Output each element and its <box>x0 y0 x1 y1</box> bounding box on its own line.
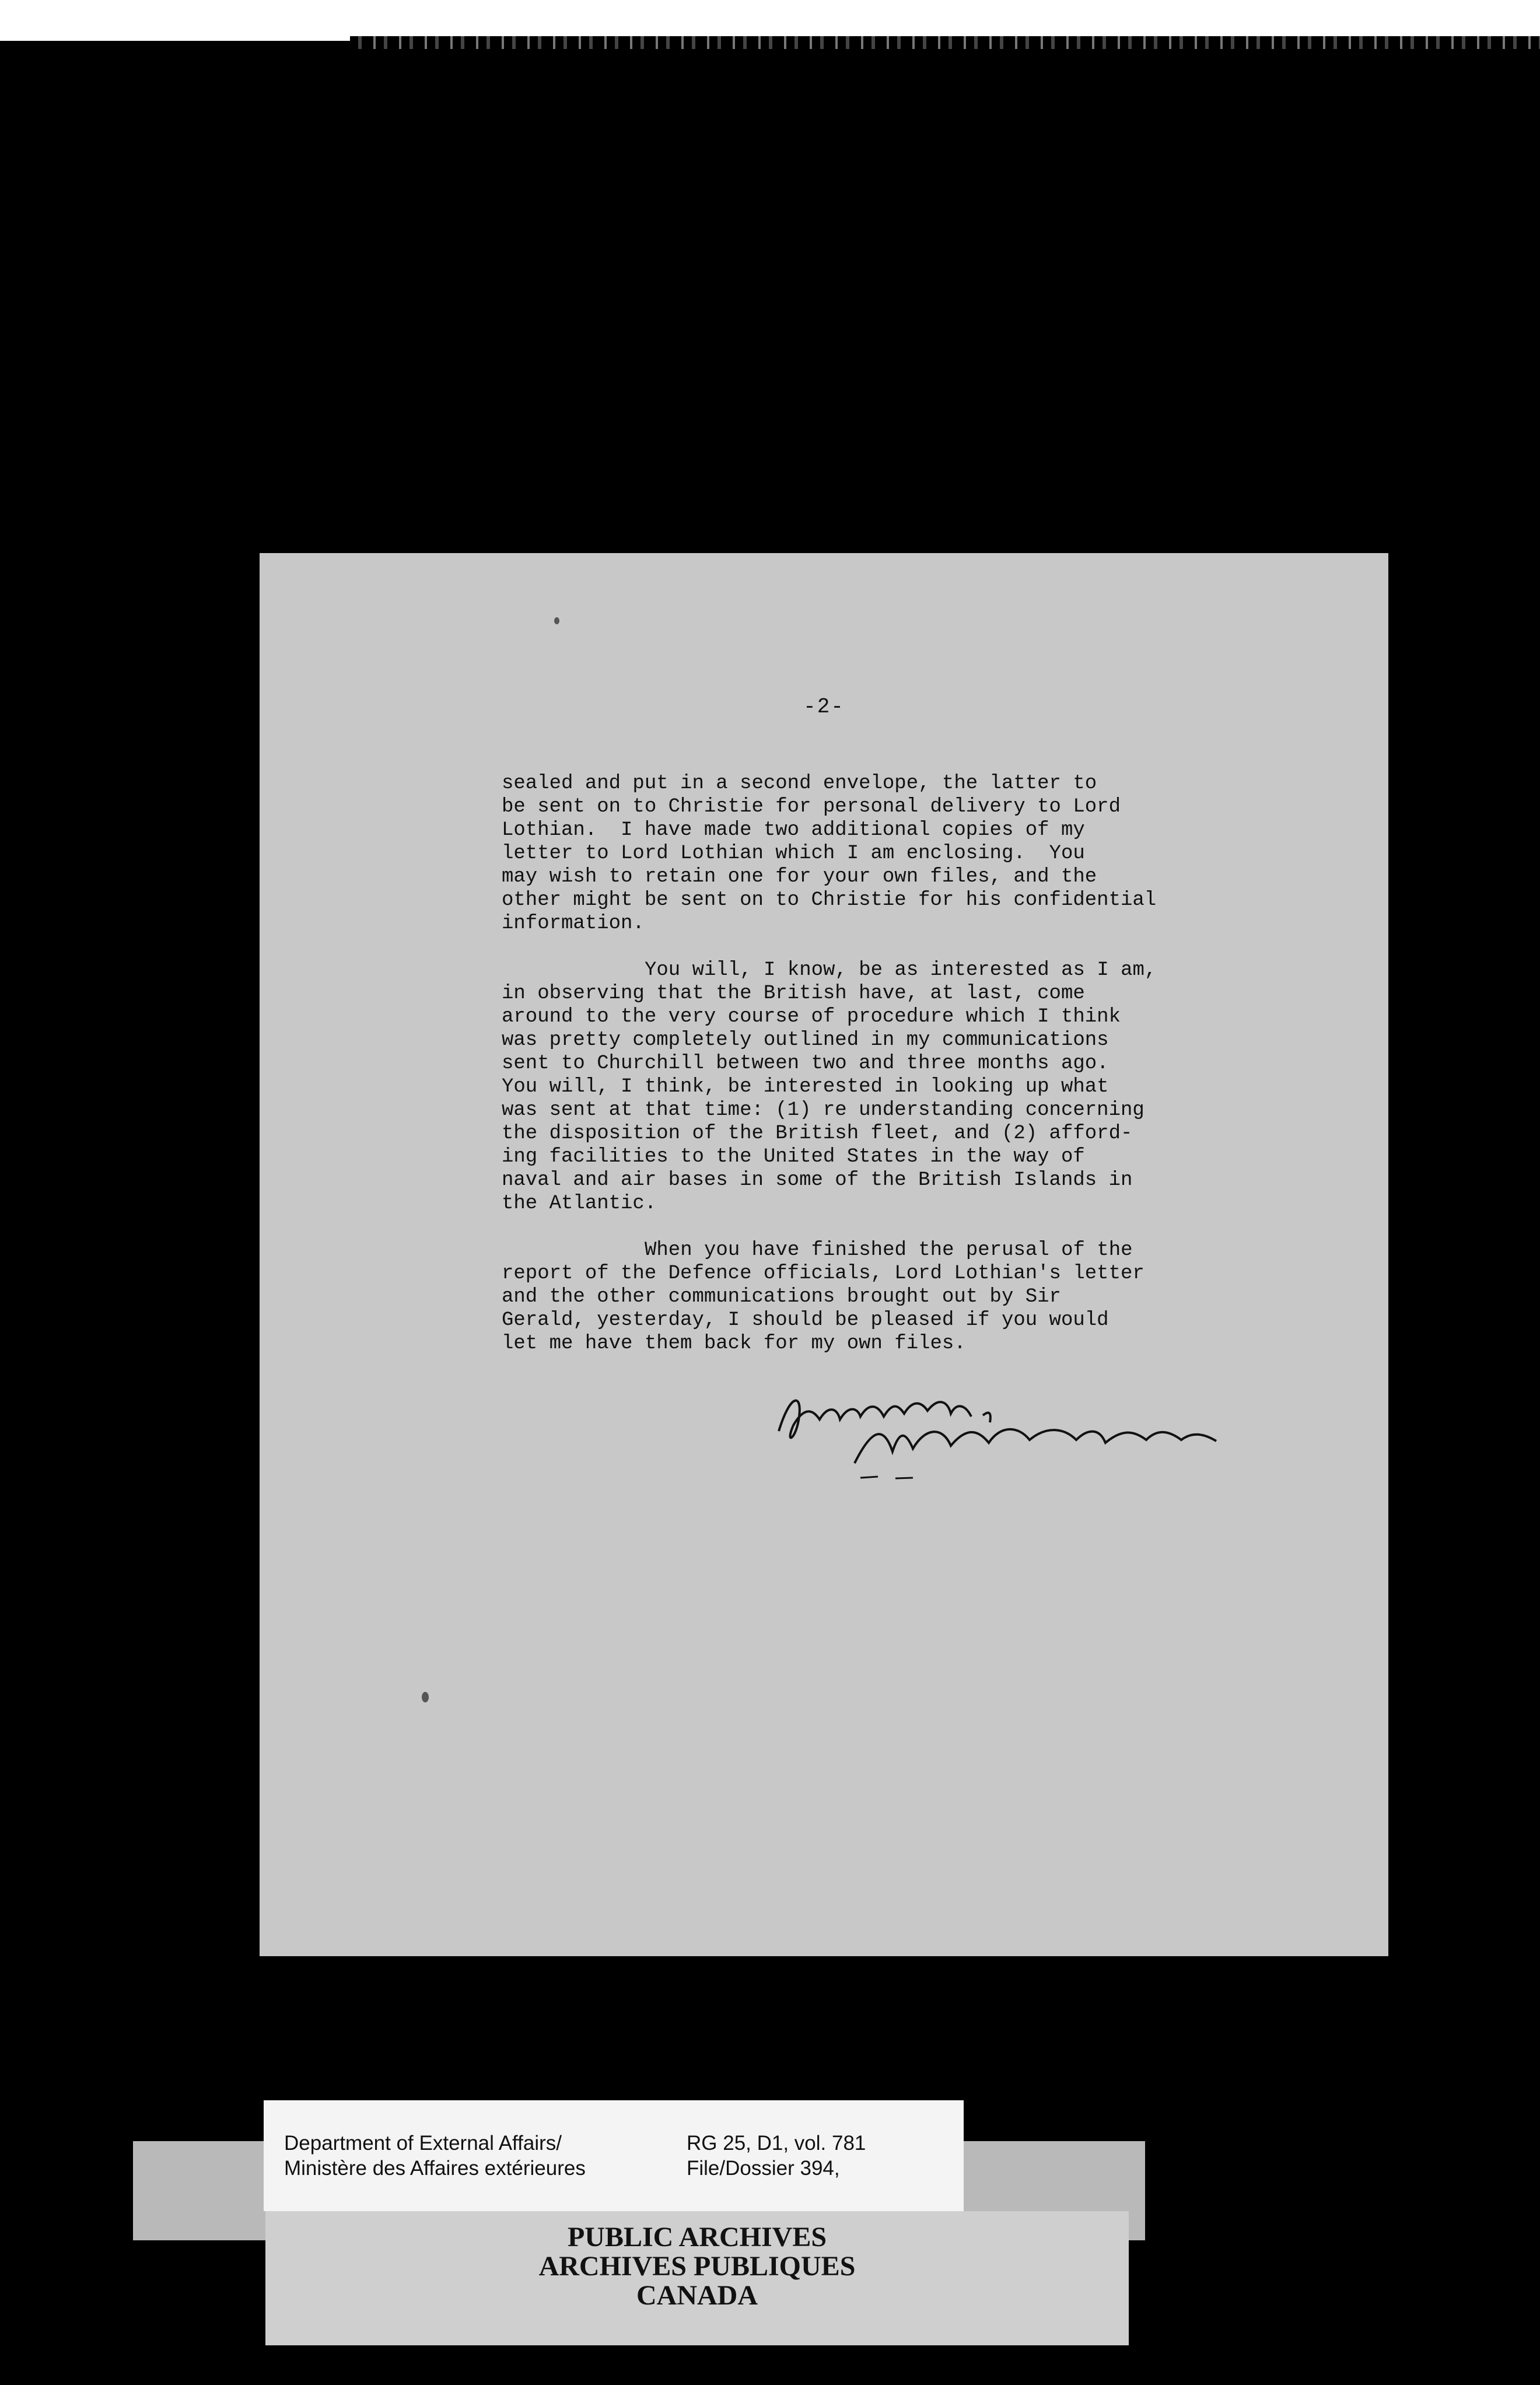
film-top-edge <box>0 0 1540 41</box>
record-group-reference: RG 25, D1, vol. 781 <box>687 2132 866 2155</box>
page-number: -2- <box>803 695 845 719</box>
file-number: File/Dossier 394, <box>687 2157 840 2180</box>
department-french: Ministère des Affaires extérieures <box>284 2157 586 2180</box>
department-english: Department of External Affairs/ <box>284 2132 562 2155</box>
handwritten-signature <box>773 1370 1251 1481</box>
archives-stamp-line-2: ARCHIVES PUBLIQUES <box>538 2251 856 2282</box>
film-edge-artifact <box>350 36 1540 49</box>
letter-paragraph-3: When you have finished the perusal of the report of the Defence officials, Lord Lothian's letter and the other communications brought out by Sir Gerald, yesterday, I should be pleased if you would let me have them back for my own files. <box>502 1239 1144 1355</box>
letter-paragraph-1: sealed and put in a second envelope, the latter to be sent on to Christie for personal delivery to Lord Lothian. I have made two additional copies of my letter to Lord Lothian which I am enclosing. You may wish to retain one for your own files, and the other might be sent on to Christie for his confidential information. <box>502 772 1157 935</box>
page-speck <box>422 1692 429 1702</box>
archives-stamp-line-3: CANADA <box>636 2280 758 2311</box>
letter-body <box>502 772 1359 1379</box>
letter-paragraph-2: You will, I know, be as interested as I am, in observing that the British have, at last, come around to the very course of procedure which I think was pretty completely outlined in my communications sent to Churchill between two and three months ago. You will, I think, be interested in looking up what was sent at that time: (1) re understanding concerning the disposition of the British fleet, and (2) afford- ing facilities to the United States in the way of naval and air bases in some of the British Islands in the Atlantic. <box>502 959 1157 1215</box>
reference-column <box>687 2131 866 2181</box>
page-speck <box>554 617 559 624</box>
archives-stamp-line-1: PUBLIC ARCHIVES <box>567 2222 827 2253</box>
archive-reference-card <box>264 2100 964 2211</box>
public-archives-stamp <box>265 2211 1129 2345</box>
letter-page <box>260 553 1388 1956</box>
department-column <box>284 2131 586 2181</box>
